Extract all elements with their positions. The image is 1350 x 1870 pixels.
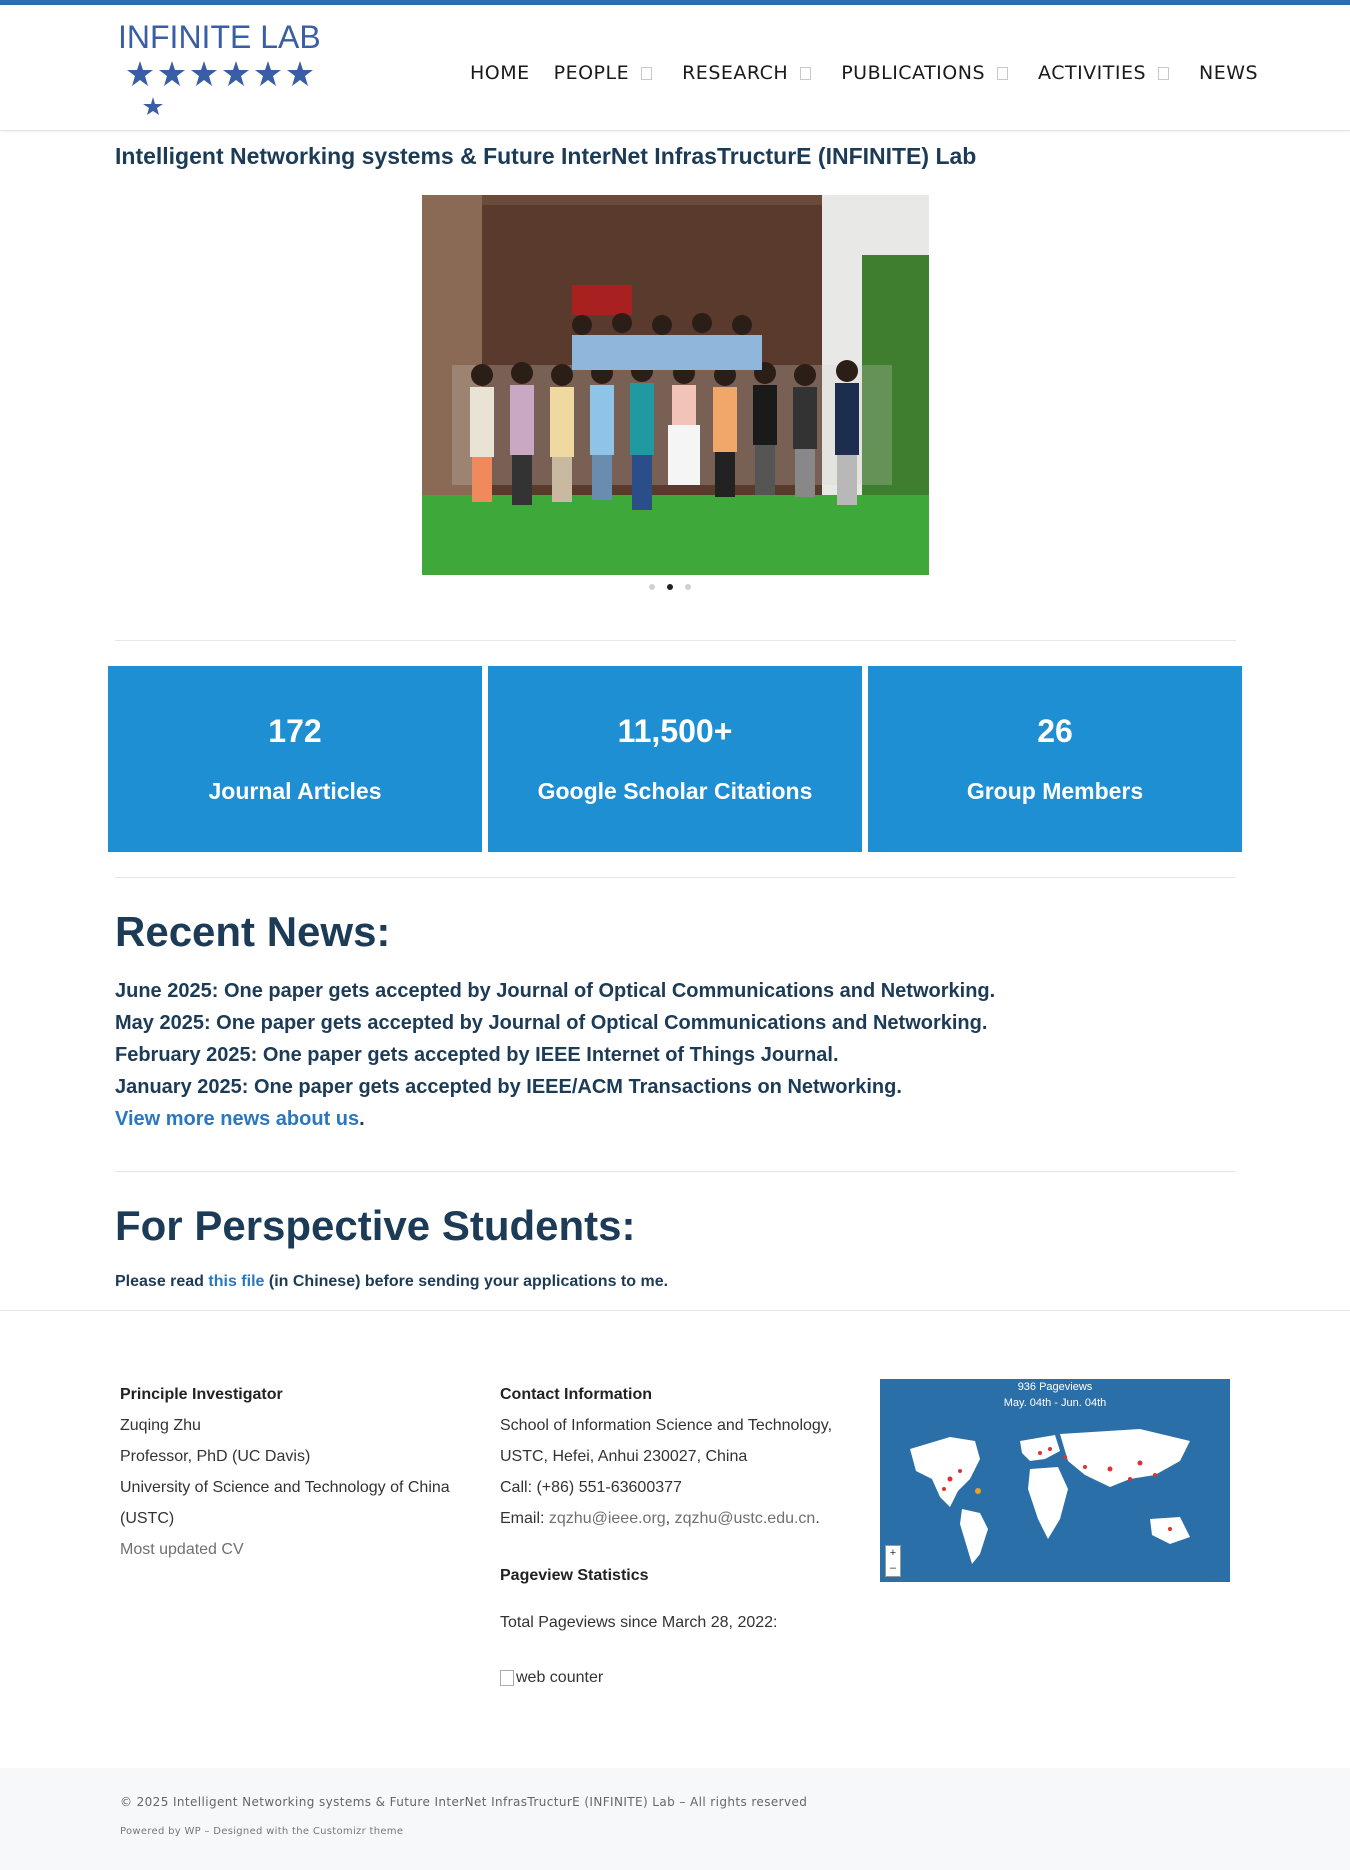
- stat-number: 11,500+: [617, 713, 733, 749]
- wp-link[interactable]: WP: [184, 1826, 201, 1837]
- nav-people[interactable]: [554, 62, 658, 84]
- chevron-down-icon: [1158, 67, 1169, 80]
- nav-people-label: PEOPLE: [553, 62, 630, 84]
- visitor-map-widget[interactable]: [880, 1379, 1230, 1582]
- chevron-down-icon: [997, 67, 1008, 80]
- world-map-icon: [880, 1379, 1230, 1582]
- divider: [115, 877, 1236, 878]
- stats-row: [108, 666, 1242, 852]
- students-heading: For Perspective Students:: [115, 1202, 636, 1249]
- footer-contact: [500, 1379, 860, 1693]
- contact-email: [500, 1503, 860, 1534]
- pi-heading: Principle Investigator: [120, 1386, 283, 1403]
- nav-home-label: HOME: [470, 62, 530, 84]
- contact-line: School of Information Science and Technology,: [500, 1417, 833, 1434]
- web-counter-alt: web counter: [516, 1669, 604, 1686]
- powered-mid: – Designed with the: [200, 1826, 313, 1837]
- contact-heading: Contact Information: [500, 1386, 652, 1403]
- recent-news-heading: Recent News:: [115, 908, 391, 955]
- news-item: June 2025: One paper gets accepted by Journal of Optical Communications and Networking.: [115, 980, 996, 1002]
- nav-activities[interactable]: [1038, 62, 1175, 84]
- nav-publications[interactable]: [841, 62, 1014, 84]
- slider-dot-3[interactable]: [685, 584, 691, 590]
- map-caption-pageviews: 936 Pageviews: [1017, 1381, 1093, 1393]
- slider-dot-2[interactable]: [667, 584, 673, 590]
- pi-title: Professor, PhD (UC Davis): [120, 1448, 311, 1465]
- footer-divider: [0, 1310, 1350, 1311]
- group-photo-image: [422, 195, 929, 575]
- news-item: January 2025: One paper gets accepted by IEEE/ACM Transactions on Networking.: [115, 1076, 902, 1098]
- zoom-out-button[interactable]: –: [889, 1562, 897, 1574]
- map-zoom-controls: [885, 1545, 901, 1577]
- stat-journal-articles: [108, 666, 482, 852]
- page-title: Intelligent Networking systems & Future InterNet InfrasTructurE (INFINITE) Lab: [115, 143, 977, 169]
- cv-link[interactable]: Most updated CV: [120, 1541, 244, 1558]
- chevron-down-icon: [641, 67, 652, 80]
- news-more: [115, 1103, 995, 1135]
- pi-affiliation-abbr: (USTC): [120, 1510, 175, 1527]
- zoom-in-button[interactable]: +: [889, 1547, 897, 1559]
- stat-citations: [488, 666, 862, 852]
- powered-prefix: Powered by: [120, 1826, 185, 1837]
- nav-news-label: NEWS: [1199, 62, 1259, 84]
- email-link-ieee[interactable]: zqzhu@ieee.org: [548, 1510, 666, 1527]
- logo-text: INFINITE LAB: [118, 19, 321, 55]
- stat-group-members: [868, 666, 1242, 852]
- stat-label: Journal Articles: [208, 778, 382, 804]
- students-text: [115, 1273, 668, 1291]
- news-list: [115, 975, 995, 1135]
- theme-link[interactable]: Customizr theme: [312, 1826, 404, 1837]
- news-item: May 2025: One paper gets accepted by Journal of Optical Communications and Networking.: [115, 1012, 988, 1034]
- nav-home[interactable]: [470, 62, 530, 84]
- logo-stars-icon: [126, 59, 326, 125]
- slider-dots: [649, 584, 691, 590]
- students-text-before: Please read: [115, 1273, 209, 1290]
- stat-label: Google Scholar Citations: [537, 778, 813, 804]
- powered-by: [120, 1826, 403, 1837]
- photo-slider[interactable]: [422, 195, 929, 575]
- nav-research-label: RESEARCH: [682, 62, 789, 84]
- contact-phone: Call: (+86) 551-63600377: [500, 1479, 682, 1496]
- site-header: [0, 5, 1350, 131]
- punctuation: .: [359, 1108, 365, 1130]
- nav-research[interactable]: [682, 62, 817, 84]
- stat-label: Group Members: [966, 778, 1144, 804]
- copyright-text: © 2025 Intelligent Networking systems & Future InterNet InfrasTructurE (INFINITE) Lab – All rights reserved: [120, 1795, 808, 1809]
- divider: [115, 640, 1236, 641]
- divider: [115, 1171, 1236, 1172]
- this-file-link[interactable]: this file: [208, 1273, 265, 1290]
- map-caption-range: May. 04th - Jun. 04th: [1003, 1397, 1107, 1409]
- pi-name: Zuqing Zhu: [120, 1417, 201, 1434]
- bottom-bar: [0, 1768, 1350, 1870]
- pageview-text: Total Pageviews since March 28, 2022:: [500, 1614, 778, 1631]
- pi-affiliation: University of Science and Technology of China: [120, 1479, 450, 1496]
- main-nav: [470, 53, 1258, 93]
- chevron-down-icon: [800, 67, 811, 80]
- view-more-news-link[interactable]: View more news about us: [115, 1108, 360, 1130]
- pageview-heading: Pageview Statistics: [500, 1567, 649, 1584]
- site-logo[interactable]: [118, 19, 338, 129]
- news-item: February 2025: One paper gets accepted by IEEE Internet of Things Journal.: [115, 1044, 839, 1066]
- email-label: Email:: [500, 1510, 549, 1527]
- students-text-after: (in Chinese) before sending your applications to me.: [264, 1273, 669, 1290]
- stat-number: 172: [268, 713, 322, 749]
- broken-image-icon: [500, 1670, 514, 1686]
- email-link-ustc[interactable]: zqzhu@ustc.edu.cn: [674, 1510, 816, 1527]
- punctuation: .: [815, 1510, 820, 1527]
- nav-news[interactable]: [1199, 62, 1258, 84]
- punctuation: ,: [665, 1510, 675, 1527]
- stat-number: 26: [1037, 713, 1073, 749]
- footer-pi: [120, 1379, 460, 1565]
- web-counter-image: [500, 1662, 860, 1693]
- contact-line: USTC, Hefei, Anhui 230027, China: [500, 1448, 748, 1465]
- nav-publications-label: PUBLICATIONS: [841, 62, 986, 84]
- nav-activities-label: ACTIVITIES: [1038, 62, 1147, 84]
- slider-dot-1[interactable]: [649, 584, 655, 590]
